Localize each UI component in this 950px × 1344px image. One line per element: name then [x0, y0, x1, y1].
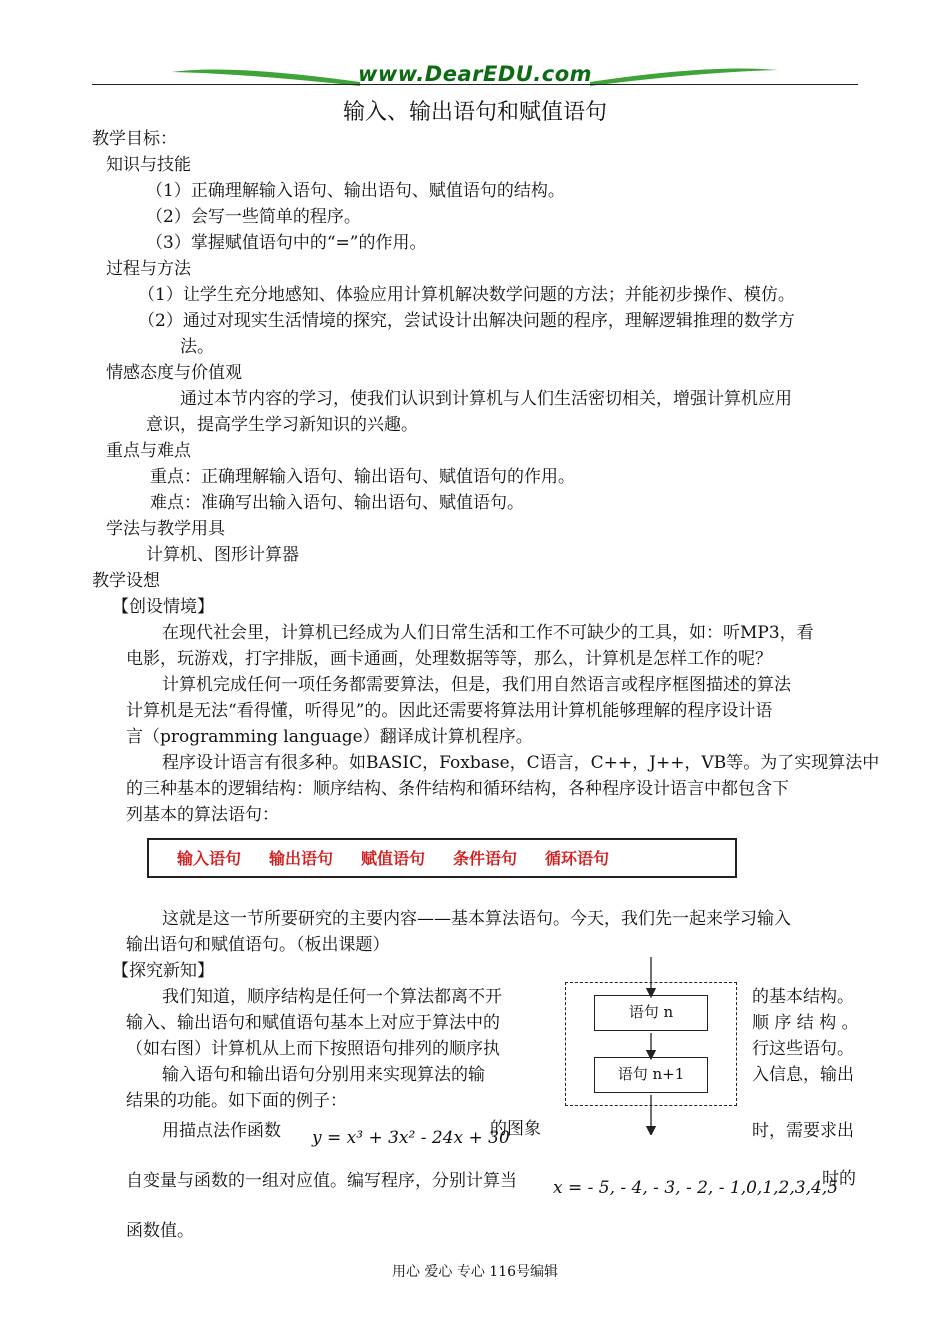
text-line: 计算机完成任何一项任务都需要算法，但是，我们用自然语言或程序框图描述的算法	[162, 675, 791, 695]
text-line: 意识，提高学生学习新知识的兴趣。	[146, 415, 418, 435]
subsection-heading: 【创设情境】	[112, 597, 214, 617]
text-line: 电影，玩游戏，打字排版，画卡通画，处理数据等等，那么，计算机是怎样工作的呢？	[126, 649, 772, 669]
subsection-heading: 知识与技能	[106, 155, 191, 175]
text-line: 输出语句和赋值语句。（板出课题）	[126, 935, 390, 955]
text-line: 我们知道，顺序结构是任何一个算法都离不开	[162, 987, 502, 1007]
text-line: （如右图）计算机从上而下按照语句排列的顺序执	[126, 1039, 500, 1059]
text-line: （1）正确理解输入语句、输出语句、赋值语句的结构。	[146, 181, 565, 201]
text-line: （2）通过对现实生活情境的探究，尝试设计出解决问题的程序，理解逻辑推理的数学方	[138, 311, 795, 331]
text-line: 时的	[822, 1169, 856, 1189]
statement-input: 输入语句	[177, 849, 242, 868]
text-line: 法。	[180, 337, 214, 357]
text-line: 行这些语句。	[752, 1039, 854, 1059]
site-logo	[170, 60, 780, 92]
subsection-heading: 情感态度与价值观	[106, 363, 242, 383]
text-line: 入信息，输出	[752, 1065, 854, 1085]
text-line: 自变量与函数的一组对应值。编写程序，分别计算当	[126, 1171, 517, 1191]
statement-condition: 条件语句	[453, 849, 518, 868]
text-line: 难点：准确写出输入语句、输出语句、赋值语句。	[150, 493, 524, 513]
subsection-heading: 【探究新知】	[112, 961, 214, 981]
text-line: 计算机、图形计算器	[146, 545, 299, 565]
section-heading: 教学目标：	[92, 129, 177, 149]
x-values-formula: x = - 5, - 4, - 3, - 2, - 1,0,1,2,3,4,5	[553, 1178, 839, 1198]
subsection-heading: 过程与方法	[106, 259, 191, 279]
statements-box	[147, 838, 737, 878]
text-line: 顺 序 结 构 。	[752, 1013, 859, 1033]
text-line: 通过本节内容的学习，使我们认识到计算机与人们生活密切相关，增强计算机应用	[180, 389, 792, 409]
function-formula: y = x³ + 3x² - 24x + 30	[312, 1128, 510, 1148]
section-heading: 教学设想	[92, 571, 160, 591]
statement-output: 输出语句	[269, 849, 334, 868]
text-line: 用描点法作函数	[162, 1121, 281, 1141]
text-line: 计算机是无法“看得懂，听得见”的。因此还需要将算法用计算机能够理解的程序设计语	[126, 701, 773, 721]
text-line: 的三种基本的逻辑结构：顺序结构、条件结构和循环结构，各种程序设计语言中都包含下	[126, 779, 789, 799]
site-logo-text: www.DearEDU.com	[357, 62, 593, 86]
subsection-heading: 重点与难点	[106, 441, 191, 461]
text-line: 重点：正确理解输入语句、输出语句、赋值语句的作用。	[150, 467, 575, 487]
text-line: 时，需要求出	[752, 1121, 854, 1141]
text-line: 这就是这一节所要研究的主要内容——基本算法语句。今天，我们先一起来学习输入	[162, 909, 791, 929]
flowchart-box-statement-n: 语句 n	[594, 995, 708, 1031]
text-line: （1）让学生充分地感知、体验应用计算机解决数学问题的方法；并能初步操作、模仿。	[138, 285, 795, 305]
statement-loop: 循环语句	[545, 849, 610, 868]
page-title: 输入、输出语句和赋值语句	[342, 100, 607, 125]
header-rule	[92, 84, 858, 85]
text-line: 程序设计语言有很多种。如BASIC，Foxbase，C语言，C++，J++，VB等。为了实现算法中	[162, 753, 880, 773]
text-line: 的图象	[490, 1119, 541, 1139]
text-line: 言（programming language）翻译成计算机程序。	[126, 727, 533, 747]
text-line: 函数值。	[126, 1221, 194, 1241]
text-line: 在现代社会里，计算机已经成为人们日常生活和工作不可缺少的工具，如：听MP3，看	[162, 623, 814, 643]
subsection-heading: 学法与教学用具	[106, 519, 225, 539]
flowchart-box-statement-n1: 语句 n+1	[594, 1057, 708, 1093]
text-line: 的基本结构。	[752, 987, 854, 1007]
text-line: （2）会写一些简单的程序。	[146, 207, 361, 227]
text-line: （3）掌握赋值语句中的“=”的作用。	[146, 233, 427, 253]
page-footer: 用心 爱心 专心 116号编辑	[391, 1264, 559, 1280]
text-line: 结果的功能。如下面的例子：	[126, 1091, 347, 1111]
text-line: 输入语句和输出语句分别用来实现算法的输	[162, 1065, 485, 1085]
statement-assign: 赋值语句	[361, 849, 426, 868]
text-line: 列基本的算法语句：	[126, 805, 279, 825]
text-line: 输入、输出语句和赋值语句基本上对应于算法中的	[126, 1013, 500, 1033]
